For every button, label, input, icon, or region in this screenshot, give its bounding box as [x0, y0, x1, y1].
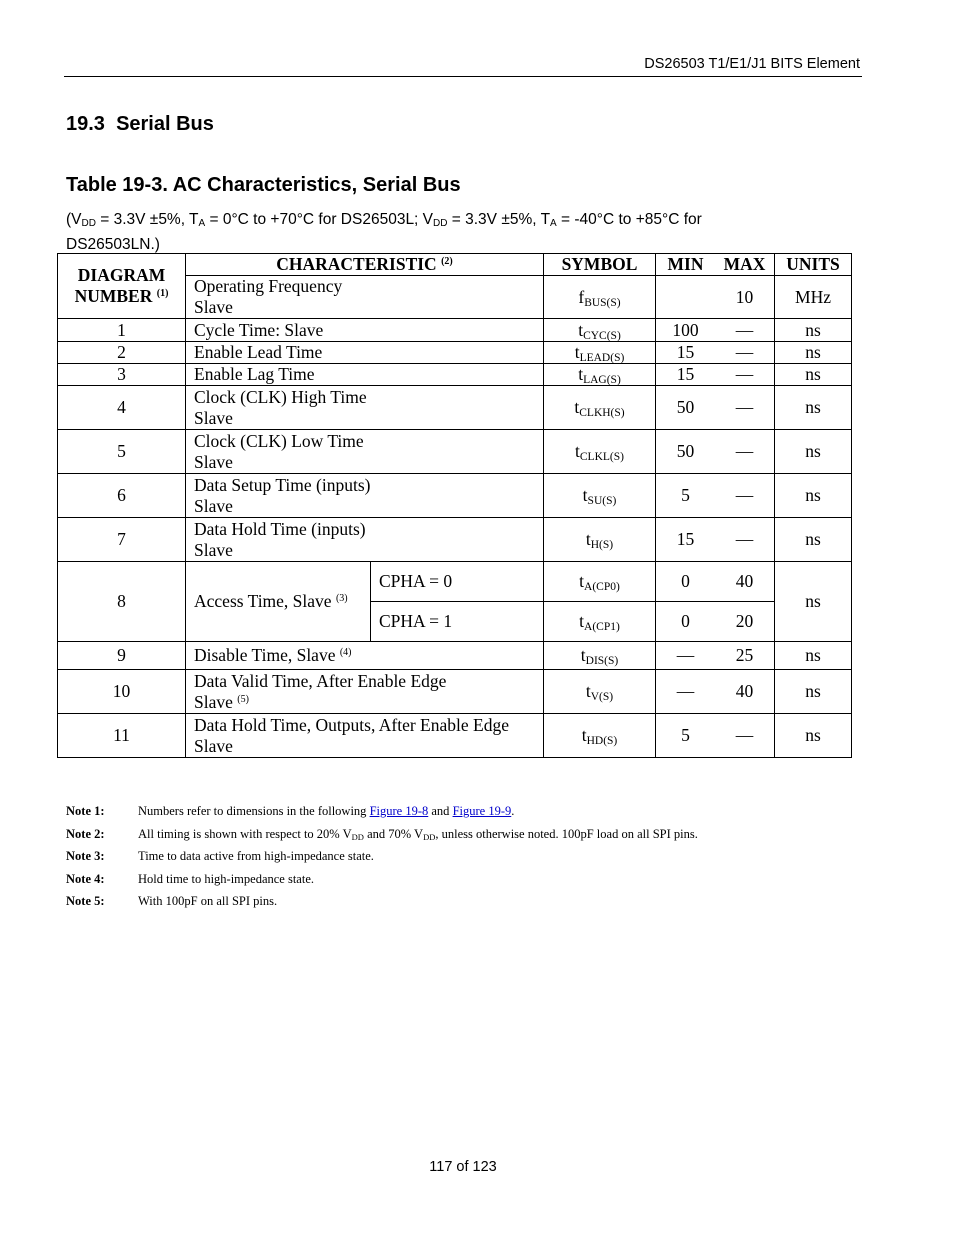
max-value: 10 — [735, 286, 754, 307]
units-cell: ns — [775, 364, 852, 386]
symbol-cell — [544, 386, 656, 430]
min-value: 50 — [676, 397, 695, 417]
symbol-text: t — [578, 319, 584, 340]
diagram-cell: 7 — [58, 518, 186, 562]
diagram-header-line: DIAGRAM — [77, 265, 166, 285]
symbol-subscript: CYC(S) — [583, 329, 621, 342]
characteristic-text: Operating Frequency — [194, 276, 343, 296]
col-header-max: MAX — [723, 254, 766, 274]
symbol-subscript: SU(S) — [587, 495, 617, 507]
symbol-subscript: V(S) — [590, 691, 614, 703]
cond-sub: A — [198, 218, 206, 229]
max-value: — — [735, 397, 754, 417]
min-value: 15 — [676, 529, 695, 549]
characteristic-text: Data Valid Time, After Enable Edge — [194, 670, 447, 691]
cond-sub: DD — [81, 218, 96, 229]
diagram-cell: 4 — [58, 386, 186, 430]
symbol-cell — [544, 642, 656, 670]
units-cell: MHz — [775, 276, 852, 319]
max-value: — — [735, 529, 754, 549]
note-text-part: Numbers refer to dimensions in the following — [138, 804, 370, 818]
ac-characteristics-table — [57, 253, 852, 758]
table-header-row — [58, 254, 852, 276]
min-value: 0 — [681, 571, 690, 591]
characteristic-cell — [186, 714, 544, 758]
figure-19-9-link[interactable]: Figure 19-9 — [452, 804, 512, 818]
characteristic-cell — [186, 562, 371, 642]
characteristic-text: Data Setup Time (inputs) — [194, 474, 371, 495]
min-value: — — [676, 645, 695, 665]
minmax-cell — [656, 562, 775, 602]
max-value: — — [735, 364, 754, 384]
symbol-text: t — [581, 725, 587, 745]
min-value: 50 — [676, 441, 695, 461]
max-value: — — [735, 441, 754, 461]
symbol-text: t — [585, 529, 591, 549]
characteristic-text: Slave — [194, 297, 233, 317]
characteristic-cell — [186, 276, 544, 319]
units-cell: ns — [775, 518, 852, 562]
footnote-ref: (1) — [156, 288, 169, 299]
symbol-text: f — [578, 286, 585, 307]
note-text — [138, 804, 514, 819]
units-cell: ns — [775, 342, 852, 364]
characteristic-text: Slave — [194, 407, 233, 428]
symbol-subscript: A(CP0) — [584, 581, 620, 593]
diagram-cell: 3 — [58, 364, 186, 386]
max-value: 25 — [735, 645, 754, 665]
minmax-cell — [656, 518, 775, 562]
characteristic-text: Data Hold Time (inputs) — [194, 518, 366, 539]
symbol-cell — [544, 714, 656, 758]
units-cell: ns — [775, 670, 852, 714]
cond-text: DS26503LN.) — [66, 236, 160, 253]
minmax-cell — [656, 714, 775, 758]
diagram-cell: 8 — [58, 562, 186, 642]
symbol-cell — [544, 670, 656, 714]
note-2 — [66, 827, 698, 850]
note-1 — [66, 804, 698, 827]
note-text-part: and 70% V — [363, 826, 424, 841]
characteristic-text: Slave — [194, 451, 233, 472]
cond-text: (V — [66, 211, 82, 228]
min-value: 5 — [681, 485, 690, 505]
characteristic-text: Disable Time, Slave — [194, 645, 336, 665]
symbol-subscript: LEAD(S) — [579, 352, 625, 364]
units-cell: ns — [775, 714, 852, 758]
table-row — [58, 642, 852, 670]
min-value: 0 — [681, 611, 690, 631]
max-value: — — [735, 725, 754, 745]
diagram-cell: 11 — [58, 714, 186, 758]
characteristic-cell — [186, 474, 544, 518]
col-header-units: UNITS — [775, 254, 852, 276]
condition-cell: CPHA = 1 — [371, 602, 544, 642]
note-text-part: . — [511, 804, 515, 818]
col-header-minmax — [656, 254, 775, 276]
symbol-subscript: HD(S) — [586, 735, 618, 747]
characteristic-text: Data Hold Time, Outputs, After Enable Edge — [194, 714, 509, 735]
table-row — [58, 474, 852, 518]
note-text: Time to data active from high-impedance state. — [138, 849, 374, 863]
min-value: 100 — [672, 319, 699, 340]
cond-sub: A — [550, 218, 557, 229]
minmax-cell — [656, 386, 775, 430]
min-value: 5 — [681, 725, 690, 745]
characteristic-cell — [186, 642, 544, 670]
table-row — [58, 364, 852, 386]
minmax-cell — [656, 602, 775, 642]
symbol-text: t — [574, 342, 580, 362]
characteristic-cell — [186, 518, 544, 562]
table-row — [58, 430, 852, 474]
table-row — [58, 518, 852, 562]
min-value: 15 — [676, 364, 695, 384]
symbol-text: t — [580, 645, 586, 665]
footnote-ref: (4) — [339, 647, 352, 658]
table-row — [58, 342, 852, 364]
table-row — [58, 714, 852, 758]
units-cell: ns — [775, 386, 852, 430]
diagram-cell: 1 — [58, 319, 186, 342]
section-heading — [66, 113, 214, 136]
characteristic-text: Clock (CLK) Low Time — [194, 430, 364, 451]
characteristic-text: Slave — [194, 735, 233, 756]
figure-19-8-link[interactable]: Figure 19-8 — [369, 804, 429, 818]
max-value: 40 — [735, 571, 754, 591]
table-row — [58, 386, 852, 430]
max-value: — — [735, 485, 754, 505]
minmax-cell — [656, 670, 775, 714]
cond-text: = 0°C to +70°C for DS26503L; V — [205, 211, 434, 228]
units-cell: ns — [775, 562, 852, 642]
cond-text: = 3.3V ±5%, T — [95, 211, 199, 228]
note-5 — [66, 894, 698, 917]
min-value — [656, 287, 715, 308]
section-number: 19.3 — [66, 113, 105, 135]
characteristic-text: Clock (CLK) High Time — [194, 386, 367, 407]
symbol-text: t — [575, 441, 580, 461]
symbol-cell — [544, 276, 656, 319]
symbol-cell — [544, 342, 656, 364]
units-cell: ns — [775, 642, 852, 670]
col-header-min: MIN — [667, 254, 704, 274]
minmax-cell — [656, 276, 775, 319]
page-number: 117 of 123 — [429, 1159, 497, 1175]
characteristic-cell: Cycle Time: Slave — [186, 319, 544, 342]
note-text — [138, 827, 698, 842]
note-subscript: DD — [423, 831, 436, 842]
characteristic-cell — [186, 386, 544, 430]
symbol-cell — [544, 518, 656, 562]
units-cell: ns — [775, 430, 852, 474]
table-notes — [66, 804, 698, 917]
symbol-text: t — [574, 397, 580, 417]
note-text: With 100pF on all SPI pins. — [138, 894, 278, 908]
min-value: — — [676, 681, 695, 701]
note-label: Note 4: — [66, 871, 105, 886]
characteristic-cell: Enable Lag Time — [186, 364, 544, 386]
header-title: DS26503 T1/E1/J1 BITS Element — [644, 56, 860, 72]
col-header-diagram — [58, 254, 186, 319]
operating-conditions — [66, 209, 826, 255]
col-header-symbol: SYMBOL — [544, 254, 656, 276]
characteristic-cell — [186, 430, 544, 474]
footnote-ref: (2) — [441, 256, 453, 267]
minmax-cell — [656, 430, 775, 474]
max-value: — — [735, 319, 754, 340]
symbol-subscript: LAG(S) — [583, 374, 621, 386]
diagram-cell: 2 — [58, 342, 186, 364]
table-row — [58, 319, 852, 342]
characteristic-cell: Enable Lead Time — [186, 342, 544, 364]
footnote-ref: (5) — [237, 693, 249, 705]
diagram-cell: 5 — [58, 430, 186, 474]
cond-text: = -40°C to +85°C for — [556, 211, 702, 228]
note-subscript: DD — [351, 831, 364, 842]
section-title: Serial Bus — [116, 113, 214, 135]
units-cell: ns — [775, 319, 852, 342]
characteristic-header-text: CHARACTERISTIC — [276, 254, 437, 274]
table-row — [58, 562, 852, 602]
note-text-part: All timing is shown with respect to 20% V — [138, 826, 352, 841]
symbol-subscript: CLKH(S) — [579, 407, 625, 419]
note-text: Hold time to high-impedance state. — [138, 871, 314, 886]
symbol-cell — [544, 602, 656, 642]
symbol-cell — [544, 562, 656, 602]
note-label: Note 1: — [66, 804, 105, 818]
minmax-cell — [656, 342, 775, 364]
symbol-cell — [544, 474, 656, 518]
symbol-cell — [544, 319, 656, 342]
max-value: 40 — [735, 681, 754, 701]
diagram-cell: 6 — [58, 474, 186, 518]
min-value: 15 — [676, 342, 695, 362]
symbol-text: t — [582, 485, 588, 505]
symbol-subscript: DIS(S) — [585, 655, 619, 667]
symbol-subscript: BUS(S) — [584, 296, 621, 309]
symbol-subscript: CLKL(S) — [579, 451, 624, 463]
characteristic-text: Slave — [194, 495, 233, 516]
diagram-cell: 9 — [58, 642, 186, 670]
symbol-text: t — [579, 611, 585, 631]
cond-sub: DD — [433, 218, 448, 229]
symbol-subscript: A(CP1) — [584, 621, 620, 633]
symbol-subscript: H(S) — [590, 539, 614, 551]
units-cell: ns — [775, 474, 852, 518]
table-title: Table 19-3. AC Characteristics, Serial Bus — [66, 174, 461, 196]
diagram-header-line: NUMBER — [74, 286, 153, 306]
col-header-characteristic — [186, 254, 544, 276]
characteristic-cell — [186, 670, 544, 714]
page-header — [64, 56, 862, 77]
characteristic-text: Slave — [194, 691, 233, 712]
minmax-cell — [656, 364, 775, 386]
minmax-cell — [656, 319, 775, 342]
symbol-text: t — [579, 571, 585, 591]
diagram-cell: 10 — [58, 670, 186, 714]
minmax-cell — [656, 474, 775, 518]
note-3 — [66, 849, 698, 872]
note-text-part: and — [428, 804, 453, 818]
max-value: — — [735, 342, 754, 362]
note-label: Note 3: — [66, 849, 105, 863]
note-text-part: , unless otherwise noted. 100pF load on all SPI pins. — [435, 826, 698, 841]
condition-cell: CPHA = 0 — [371, 562, 544, 602]
footnote-ref: (3) — [335, 593, 348, 604]
note-label: Note 5: — [66, 894, 105, 908]
note-4 — [66, 872, 698, 895]
note-label: Note 2: — [66, 826, 105, 841]
symbol-cell — [544, 430, 656, 474]
minmax-cell — [656, 642, 775, 670]
symbol-text: t — [578, 364, 584, 384]
table-row — [58, 670, 852, 714]
characteristic-text: Slave — [194, 539, 233, 560]
max-value: 20 — [735, 611, 754, 631]
symbol-text: t — [585, 681, 591, 701]
symbol-cell — [544, 364, 656, 386]
cond-text: = 3.3V ±5%, T — [447, 211, 551, 228]
characteristic-text: Access Time, Slave — [194, 591, 332, 611]
